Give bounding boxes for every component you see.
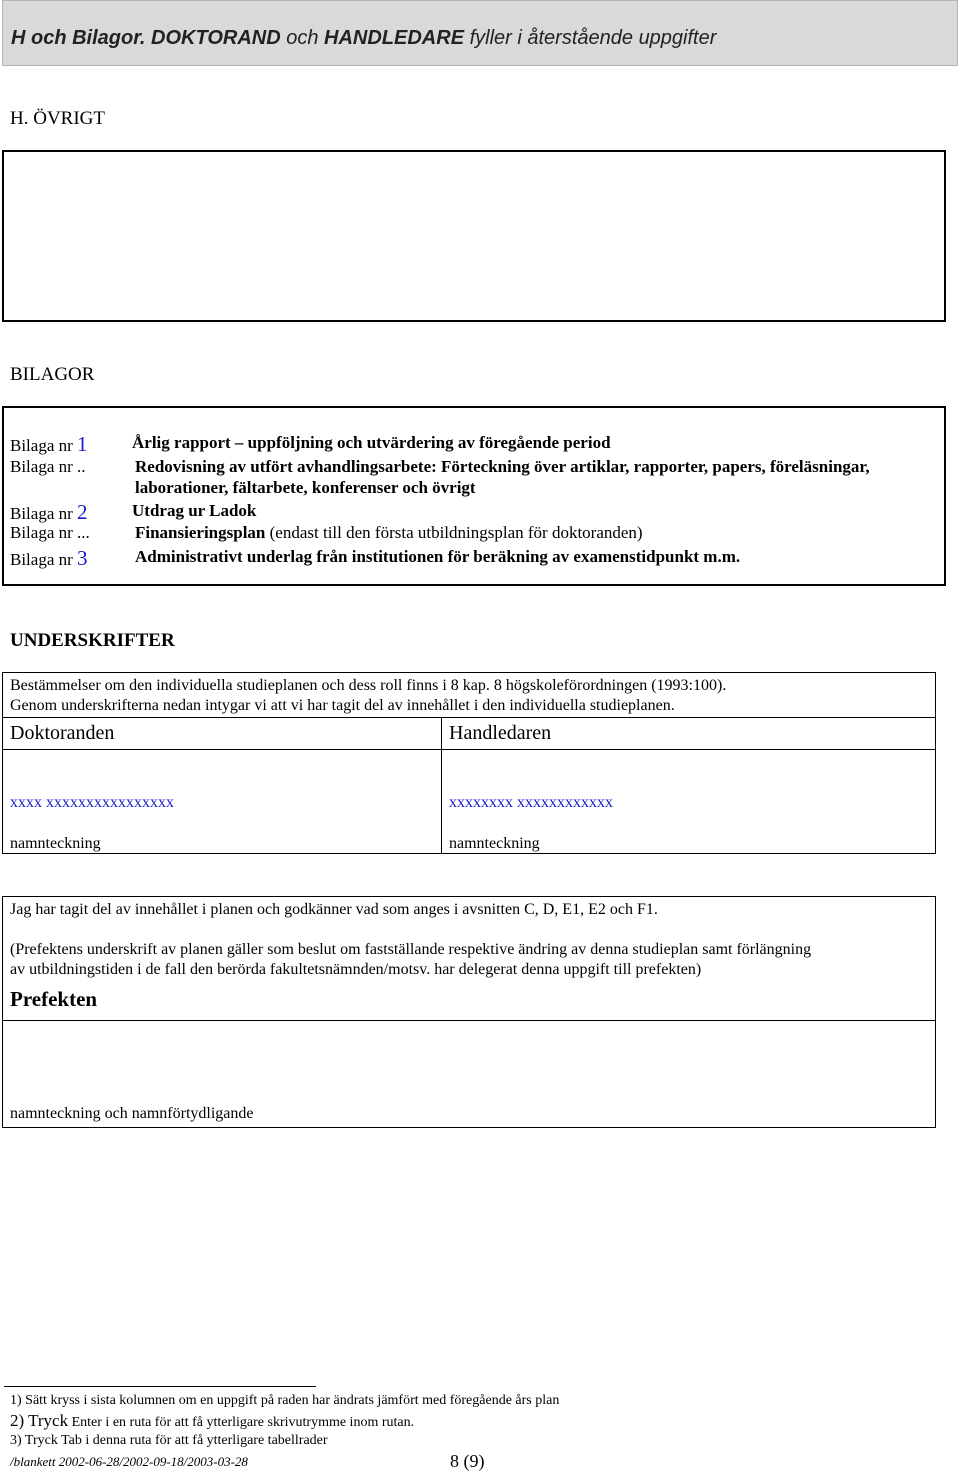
bilaga-label-5: Bilaga nr 3 bbox=[10, 546, 88, 570]
bilaga-text-3: Utdrag ur Ladok bbox=[132, 501, 257, 520]
footnote-3: 3) Tryck Tab i denna ruta för att få ytterligare tabellrader bbox=[10, 1433, 328, 1448]
footnote-1: 1) Sätt kryss i sista kolumnen om en uppgift på raden har ändrats jämfört med föregående års plan bbox=[10, 1393, 560, 1408]
bilaga-label-3: Bilaga nr 2 bbox=[10, 500, 88, 524]
page-number: 8 (9) bbox=[450, 1451, 485, 1471]
underskrifter-intro-2: Genom underskrifterna nedan intygar vi att vi har tagit del av innehållet i den individuella studieplanen. bbox=[10, 697, 675, 714]
bilaga-text-1: Årlig rapport – uppföljning och utvärdering av föregående period bbox=[132, 433, 611, 452]
doktorand-sign-label: namnteckning bbox=[10, 835, 101, 852]
handledare-label: Handledaren bbox=[449, 722, 552, 744]
handledare-name[interactable]: xxxxxxxx xxxxxxxxxxxx bbox=[449, 794, 613, 811]
prefekt-line-3: av utbildningstiden i de fall den berörda fakultetsnämnden/motsv. har delegerat denna uppgift till prefekten) bbox=[10, 961, 702, 978]
prefekt-line-2: (Prefektens underskrift av planen gäller som beslut om fastställande respektive ändring av denna studieplan samt förlängning bbox=[10, 941, 812, 958]
doktorand-name[interactable]: xxxx xxxxxxxxxxxxxxxx bbox=[10, 794, 174, 811]
underskrifter-intro-1: Bestämmelser om den individuella studieplanen och dess roll finns i 8 kap. 8 högskoleförordningen (1993:100). bbox=[10, 677, 727, 694]
bilaga-text-5: Administrativt underlag från institutionen för beräkning av examenstidpunkt m.m. bbox=[135, 547, 741, 566]
bilagor-box bbox=[2, 406, 946, 586]
page-header bbox=[2, 0, 958, 66]
underskrifter-title: UNDERSKRIFTER bbox=[10, 630, 175, 651]
prefekt-label: Prefekten bbox=[10, 987, 98, 1011]
handledare-sign-label: namnteckning bbox=[449, 835, 540, 852]
ovrigt-text-box[interactable] bbox=[2, 150, 946, 322]
header-title: H och Bilagor. DOKTORAND och HANDLEDARE fyller i återstående uppgifter bbox=[11, 27, 717, 49]
prefekt-line-1: Jag har tagit del av innehållet i planen och godkänner vad som anges i avsnitten C, D, E1, E2 och F1. bbox=[10, 901, 658, 918]
bilaga-text-2b: laborationer, fältarbete, konferenser och övrigt bbox=[135, 478, 476, 497]
doktorand-label: Doktoranden bbox=[10, 722, 115, 744]
bilaga-label-4: Bilaga nr ... bbox=[10, 523, 90, 542]
form-id: /blankett 2002-06-28/2002-09-18/2003-03-28 bbox=[10, 1454, 248, 1469]
bilagor-title: BILAGOR bbox=[10, 364, 95, 385]
underskrifter-box bbox=[2, 672, 936, 854]
bilaga-text-2: Redovisning av utfört avhandlingsarbete: Förteckning över artiklar, rapporter, papers, föreläsningar, bbox=[135, 457, 870, 476]
bilaga-text-4: Finansieringsplan (endast till den första utbildningsplan för doktoranden) bbox=[135, 523, 643, 542]
footnote-2: 2) Tryck Enter i en ruta för att få ytterligare skrivutrymme inom rutan. bbox=[10, 1411, 415, 1430]
section-h-title: H. ÖVRIGT bbox=[10, 108, 105, 129]
bilaga-label-2: Bilaga nr .. bbox=[10, 457, 86, 476]
prefekt-sign-label: namnteckning och namnförtydligande bbox=[10, 1105, 254, 1122]
prefekt-box bbox=[2, 896, 936, 1128]
bilaga-label-1: Bilaga nr 1 bbox=[10, 432, 88, 456]
